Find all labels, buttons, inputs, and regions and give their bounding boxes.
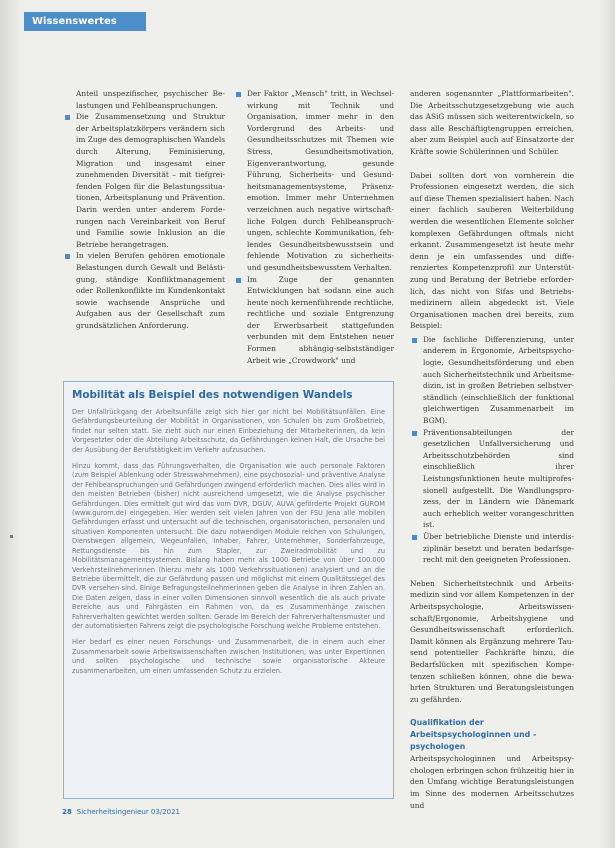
column-3 <box>410 88 574 811</box>
column-1 <box>63 88 225 331</box>
list-item: Die Zusammensetzung und Struktur der Arbeitsplatzkörpers verändern sich im Zuge des demographischen Wandels durch Alterung, Feminisierung, Migration und insgesamt einer zunehmenden Diversität – mit tiefgreifenden Folgen für die Belastungssituationen, Arbeitsplanung und Prävention. Darin werden unter anderem Forderungen nach Vereinbarkeit von Beruf und Familie sowie Inklusion an die Betriebe herangetragen. <box>63 111 225 250</box>
col3-middle-paragraph: Dabei sollten dort von vornherein die Professionen eingesetzt werden, die sich auf diese Themen spezialisiert haben. Nach einer fachlich sauberen Weiterbildung werden die wesentlichen Elemente solcher komplexen Gefährdungen oftmals nicht erkannt. Zusammengesetzt ist heute mehr denn je ein umfassendes und differenziertes Kompetenzprofil zur Unterstützung und Beratung der Betriebe erforderlich, das nicht von Sifas und Betriebsmedizinern allein abgedeckt ist. Viele Organisationen machen drei bereits, zum Beispiel: <box>410 170 574 331</box>
page-footer <box>62 805 192 819</box>
col1-bullet-list <box>63 111 225 331</box>
box-paragraph: Hinzu kommt, dass das Führungsverhalten, die Organisation wie auch personale Faktoren (zum Beispiel Ablenkung oder Stresswahrnehmen), eine psychosozial- und präventive Analyse der Fehlbeanspruchungen und Gefährdungen zwingend erforderlich machen. Dies alles wird in den meisten Betrieben (bisher) nicht ausreichend umgesetzt, wie die Analyse psychischer Gefährdungen. Dies ermittelt gut wird das vom DVR, DGUV, AUVA geförderte Projekt GUROM (www.gurom.de) eingegeben. Hier werden seit vielen Jahren von der FSU Jena alle mobilen Gefährdungen erfasst und untersucht auf die technischen, organisatorischen, personalen und situativen Komponenten untersucht. Die dazu notwendigen Module reichen von Schulungen, Dienstwegen allgemein, Wegeunfallen, Inhaber, Fahrer, Unternehmer, Sonderfahrzeuge, Rettungsdienste bis hin zum Stapler, zur Zweiradmobilität und zu Mobilitätsmanagementsystemen. Bislang haben mehr als 1000 Betriebe von über 100.000 Verkehrsteilnehmerinnen (hierzu mehr als 1000 Verkehrssituationen) analysiert und an die Betriebe übermittelt, die zur Gefährdung passen und möglichst mit einem Qualitätssiegel des DVR versehen sind. Einige Befragungsteilnehmerinnen geben die Analyse in ihren Zahlen an. Die Daten zeigen, dass in einer vollen Dimensionen sinnvoll wesentlich die als auch private Bereiche aus und Fahrgästen ein Rahmen von, da es Zusammenhänge zwischen Fahrerverhalten gewichtet werden sollten. Gerade im Bereich der Fahrerverhaltensmuster und der automatisierten Fahrens zeigt die psychologische Forschung welche Probleme entstehen. <box>72 462 385 630</box>
box-title: Mobilität als Beispiel des notwendigen Wandels <box>72 389 353 401</box>
list-item: Im Zuge der genannten Entwicklungen hat sodann eine auch heute noch kernenführende rechtliche, rechtliche und soziale Entgrenzung der Erwerbsarbeit stattgefunden verbunden mit dem Entstehen neuer Formen abhängig-selbstständiger Arbeit wie „Crowdwork" und <box>234 274 394 367</box>
info-box <box>63 381 394 799</box>
section-heading: Qualifikation der Arbeitspsychologinnen und -psychologen <box>410 718 537 752</box>
list-item: Präventionsabteilungen der gesetzlichen Unfallversicherung und Arbeitsschutzbehörden sind einschließlich ihrer Leistungsfunktionen heute multiprofessionell aufgestellt. Die Wandlungsprozess, der in Ländern wie Dänemark auch erheblich weiter vorangeschritten ist. <box>410 427 574 531</box>
col3-paragraph-3: Arbeitspsychologinnen und Arbeitspsychologen erbringen schon frühzeitig hier in den Umfang wichtige Beratungsleistungen im Sinne des modernen Arbeitsschutzes und <box>410 754 574 810</box>
list-item: Die fachliche Differenzierung, unter anderem in Ergonomie, Arbeitspsychologie, Gesundheitsförderung und eben auch Sicherheitstechnik und Arbeitsmedizin, ist in großen Betrieben selbstverständlich (einschließlich der funktional gleichwertigen Zusammenarbeit im BGM). <box>410 334 574 427</box>
column-2 <box>234 88 394 366</box>
box-paragraph: Der Unfallrückgang der Arbeitsunfälle zeigt sich hier gar nicht bei Mobilitätsunfällen. Eine Gefährdungsbeurteilung der Mobilität in Organisationen, von Schulen bis zum Großbetrieb, findet nur selten statt. Sie zieht auch nur einen Einbeziehung der Mitarbeiterinnen, da kein Vorgesetzter oder die Abteilung Arbeitsschutz, da Gefährdungen keinen Halt, die Ursache bei der Ausübung der Berufstätigkeit im Verkehr aufzusuchen. <box>72 408 385 454</box>
box-paragraph: Hier bedarf es einer neuen Forschungs- und Zusammenarbeit, die in einem auch einer Zusammenarbeit sowie Arbeitswissenschaften zwischen Institutionen, was unter Expertinnen und sollten psychologische und technische sowie organisatorische Akteure zusammenarbeiten, um einen umfassenden Schutz zu erzielen. <box>72 638 385 675</box>
col3-bullet-list <box>410 334 574 566</box>
col3-top-paragraph: anderen sogenannter „Plattformarbeiten". Die Arbeitsschutzgesetzgebung wie auch das ASiG müssen sich weiterentwickeln, so dass alle Beschäftigtengruppen erreichen, aber zum Beispiel auch auf Einsatzorte der Kräfte sowie Schülerinnen und Schüler. <box>410 89 574 156</box>
list-item: Der Faktor „Mensch" tritt, in Wechselwirkung mit Technik und Organisation, immer mehr in den Vordergrund des Arbeits- und Gesundheitsschutzes mit Themen wie Stress, Gesundheitsmotivation, Eigenverantwortung, gesunde Führung, Sicherheits- und Gesundheitsmanagementsysteme, Präsenzemotion. Immer mehr Unternehmen verzeichnen auch negative wirtschaftliche Folgen durch Fehlbeanspruchungen, schlechte Kommunikation, fehlendes Gesundheitsbewusstsein und fehlende Motivation zu sicherheits- und gesundheitsbewusstem Verhalten. <box>234 88 394 274</box>
col3-paragraph-2: Neben Sicherheitstechnik und Arbeitsmedizin sind vor allem Kompetenzen in der Arbeitspsychologie, Arbeitswissenschaft/Ergonomie, Arbeitshygiene und Gesundheitswissenschaft erforderlich. Damit können als Ergänzung mehrere Tausend potentieller Fachkräfte hinzu, die Bedarfslücken mit spezifischen Kompetenzen schließen können, ohne die bewahrten Strukturen und Beratungsleistungen zu gefährden. <box>410 578 574 704</box>
section-label: Wissenswertes <box>24 12 146 31</box>
list-item: In vielen Berufen gehören emotionale Belastungen durch Gewalt und Belästigung, ständige Konfliktmanagement oder Rollenkonflikte im Kundenkontakt sowie wachsende Ansprüche und Aufgaben aus der Gesellschaft zum grundsätzlichen Anforderung. <box>63 250 225 331</box>
col2-bullet-list <box>234 88 394 366</box>
col1-lead: Anteil unspezifischer, psychischer Belastungen und Fehlbeanspruchungen. <box>76 89 225 110</box>
magazine-name: Sicherheitsingenieur 03/2021 <box>76 808 181 816</box>
page-number: 28 <box>62 808 72 816</box>
binding-mark <box>10 535 13 538</box>
list-item: Über betriebliche Dienste und interdisziplinär besetzt und beraten bedarfsgerecht mit den geeigneten Professionen. <box>410 531 574 566</box>
